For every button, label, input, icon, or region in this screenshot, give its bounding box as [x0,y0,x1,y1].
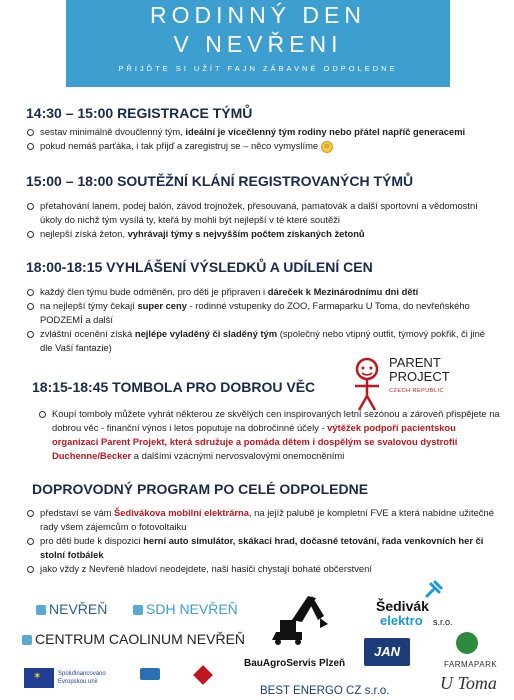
logo-jan-text: JAN [373,644,400,659]
nevren-icon [36,605,46,615]
eu-flag-icon [24,668,54,688]
section-competition [26,173,500,241]
item-text: jako vždy z Nevřeně hladoví neodejdete, naši hasiči chystají bohaté občerstvení [40,563,372,574]
list-item [26,139,500,153]
logo-eu [58,670,106,686]
section-heading: 15:00 – 18:00 SOUTĚŽNÍ KLÁNÍ REGISTROVANÝCH TÝMŮ [26,173,414,189]
item-emphasis: herní auto simulátor, skákací hrad, dočasné tetování, řada venkovních her či stolní fotbálek [40,535,484,560]
list-item [26,125,500,139]
item-emphasis: vyhrávají týmy s nejvyšším počtem získaných žetonů [127,228,365,239]
logo-jan [364,638,410,666]
section-heading: 14:30 – 15:00 REGISTRACE TÝMŮ [26,105,253,121]
section-tombola [26,379,500,463]
section-registration [26,105,500,153]
section-program [26,481,500,576]
plug-icon [423,578,445,600]
item-emphasis: super ceny [137,300,187,311]
item-emphasis: ideální je vícečlenný tým rodiny nebo přátel napříč generacemi [185,126,466,137]
eu-text-1: Spolufinancováno [58,671,106,677]
item-text: představí se vám [40,507,114,518]
section-heading: 18:00-18:15 VYHLÁŠENÍ VÝSLEDKŮ A UDÍLENÍ CEN [26,259,373,275]
item-emphasis: výtěžek podpoří pacientskou organizaci Parent Projekt, která sdružuje a pomáda dětem i dospělým se svalovou dystrofií Duchenne/Becker [52,422,458,461]
eu-stars-icon: ✶ [33,671,42,682]
item-text: pro děti bude k dispozici [40,535,144,546]
item-text: (společný nebo vtipný outfit, týmový pokřik, či jiné dle Vaší fantazie) [40,328,486,353]
smiley-icon: ☺ [321,141,333,153]
logo-sdh-text: SDH NEVŘEŇ [146,601,238,617]
excavator-icon [262,588,332,648]
item-emphasis: dáreček k Mezinárodnímu dni dětí [267,286,419,297]
logo-sdh [133,601,238,617]
eu-text-2: Evropskou unií [58,679,98,685]
item-text: - rodinné vstupenky do ZOO, Farmaparku U Toma, do nevřeňského PODZEMÍ a další [40,300,470,325]
title-banner [66,0,450,87]
section-heading: 18:15-18:45 TOMBOLA PRO DOBROU VĚC [32,379,316,395]
pp-line1: PARENT [389,355,441,370]
item-text: pokud nemáš parťáka, i tak přijď a zaregistruj se – něco vymyslíme [40,140,319,151]
logo-best-energo-text: BEST ENERGO CZ s.r.o. [260,685,390,697]
list-item [26,327,500,355]
section-awards [26,259,500,355]
logo-elektro-text: elektro [380,613,423,628]
pp-line2: PROJECT [389,369,450,384]
list-item [26,199,500,227]
centrum-icon [22,635,32,645]
logo-nevren [36,601,107,617]
section-heading: DOPROVODNÝ PROGRAM PO CELÉ ODPOLEDNE [32,481,369,497]
list-item [26,506,500,534]
item-text: každý člen týmu bude odměněn, pro děti je připraven i [40,286,268,297]
item-text: Koupí tomboly můžete vyhrát některou ze skvělých cen inspirovaných letní sezónou a zároveň přispějete na dobrou věc - finanční výnos i letos poputuje na dobročinné účely - [52,408,500,433]
logo-utoma-text: U Toma [440,673,497,693]
logo-sedivak-text: Šedivák [376,598,429,614]
item-text: přetahování lanem, podej balón, závod trojnožek, přesouvaná, pamatovák a další sportovní a vědomostní úkoly do nichž tým vysílá ty, kteřá by mohli být nejlepší v té které soutěži [40,200,478,225]
item-text: a dalšími vzácnými nervosvalovými onemocněními [131,450,345,461]
item-text: , na jejíž palubě je kompletní FVE a která nabídne užitečné rady všem zájemcům o fotovoltaiku [40,507,494,532]
list-item [26,227,500,241]
list-item [26,285,500,299]
list-item [26,299,500,327]
farmapark-paw-icon [456,632,478,654]
banner-title-line1: RODINNÝ DEN [149,2,366,28]
banner-subtitle: PŘIJĎTE SI UŽÍT FAJN ZÁBAVNÉ ODPOLEDNE [118,64,398,73]
logo-nevren-text: NEVŘEŇ [49,601,108,617]
item-text: zvláštní ocenění získá [40,328,135,339]
sdh-icon [133,605,143,615]
list-item [26,562,500,576]
item-text: nejlepší získá žeton, [40,228,128,239]
pp-line3: CZECH REPUBLIC [389,388,444,394]
partner-logo-mark [193,665,213,685]
logo-farmapark-text: FARMAPARK [444,660,498,669]
item-text: na nejlepší týmy čekají [40,300,138,311]
region-logo-mark [140,668,160,680]
list-item [26,534,500,562]
item-emphasis: nejlépe vyladěný či sladěný tým [134,328,278,339]
logo-centrum [22,631,245,647]
item-text: sestav minimálně dvoučlenný tým, [40,126,186,137]
banner-title-line2: V NEVŘENI [173,31,343,57]
logo-centrum-text: CENTRUM CAOLINUM NEVŘEŇ [35,631,246,647]
partner-logo-icon [190,668,220,688]
logo-sro-text: s.r.o. [433,617,453,627]
list-item [38,407,500,463]
region-logo-icon [140,668,162,688]
logo-bau-text: BauAgroServis Plzeň [244,658,346,669]
item-emphasis: Šedivákova mobilní elektrárna [114,507,249,518]
